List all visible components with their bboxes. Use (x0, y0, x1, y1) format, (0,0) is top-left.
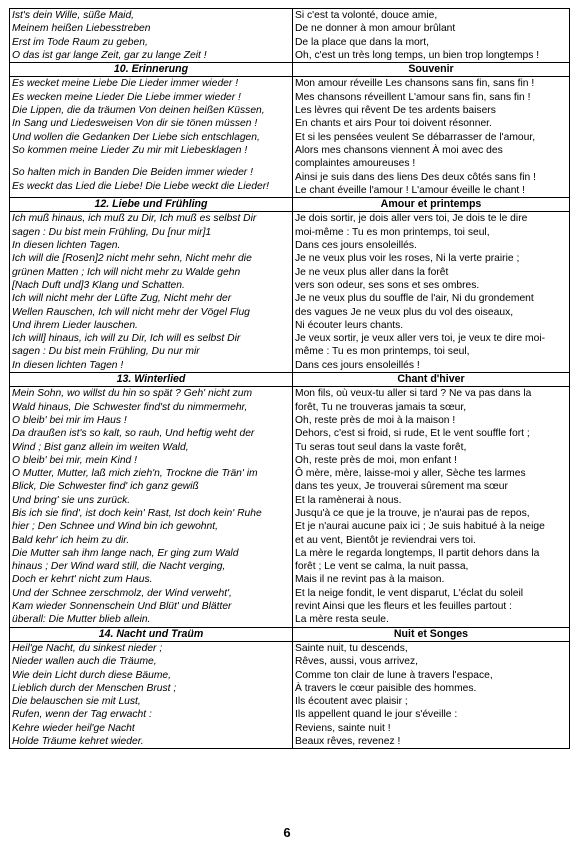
german-line: Bald kehr' ich heim zu dir. (12, 534, 130, 546)
french-line: Les lèvres qui rêvent De tes ardents baisers (295, 105, 496, 117)
german-line: Und der Schnee zerschmolz, der Wind verweht', (12, 587, 232, 599)
translation-table (9, 8, 570, 749)
german-line: Wellen Rauschen, Ich will nicht mehr der Vögel Flug (12, 306, 250, 318)
french-line: Mes chansons réveillent L'amour sans fin, sans fin ! (295, 91, 531, 103)
song-heading-row (10, 373, 570, 387)
french-line: revint Ainsi que les fleurs et les feuilles partout : (295, 601, 512, 613)
german-line: So halten mich in Banden Die Beiden immer wieder ! (12, 167, 253, 179)
french-line: vers son odeur, ses sons et ses ombres. (295, 279, 480, 291)
french-line: Et je n'aurai aucune paix ici ; Je suis habitué à la neige (295, 521, 545, 533)
german-line: Und wollen die Gedanken Der Liebe sich entschlagen, (12, 131, 260, 143)
german-line: überall: Die Mutter blieb allein. (12, 614, 151, 626)
german-line: Die Lippen, die da träumen Von deinen heißen Küssen, (12, 105, 265, 117)
song-title-german: 10. Erinnerung (10, 63, 293, 77)
french-line: De la place que dans la mort, (295, 36, 429, 48)
french-line: Ô mère, mère, laisse-moi y aller, Sèche tes larmes (295, 468, 526, 480)
song-title-french: Amour et printemps (293, 198, 570, 212)
french-line: Et la ramènerai à nous. (295, 494, 402, 506)
german-line: Wind ; Bist ganz allein im weiten Wald, (12, 441, 189, 453)
french-line: Le chant éveille l'amour ! L'amour éveille le chant ! (295, 184, 526, 196)
french-line: Dehors, c'est si froid, si rude, Et le vent souffle fort ; (295, 428, 530, 440)
lyrics-page (9, 8, 569, 749)
french-line: Je ne veux plus aller dans la forêt (295, 266, 449, 278)
french-line: Oh, reste près de moi, mon enfant ! (295, 454, 457, 466)
german-lyrics (10, 9, 293, 63)
french-line: Jusqu'à ce que je la trouve, je n'aurai pas de repos, (295, 507, 530, 519)
song-title-french: Chant d'hiver (293, 373, 570, 387)
german-line: Doch er kehrt' nicht zum Haus. (12, 574, 153, 586)
german-line: Lieblich durch der Menschen Brust ; (12, 682, 177, 694)
french-translation (293, 387, 570, 627)
french-line: Mais il ne revint pas à la maison. (295, 574, 445, 586)
french-line: Je veux sortir, je veux aller vers toi, je veux te dire moi- (295, 333, 546, 345)
french-line: La mère le regarda longtemps, Il partit dehors dans la (295, 547, 540, 559)
german-line: sagen : Du bist mein Frühling, Du [nur mir]1 (12, 226, 212, 238)
german-line: O bleib' bei mir im Haus ! (12, 414, 127, 426)
french-line: Oh, reste près de moi à la maison ! (295, 414, 456, 426)
french-line: Dans ces jours ensoleillés. (295, 240, 417, 252)
french-line: Sainte nuit, tu descends, (295, 642, 408, 654)
french-line: Tu seras tout seul dans la vaste forêt, (295, 441, 467, 453)
german-line: Die Mutter sah ihm lange nach, Er ging zum Wald (12, 547, 239, 559)
french-line: Je ne veux plus du souffle de l'air, Ni du grondement (295, 293, 534, 305)
german-line: Ist's dein Wille, süße Maid, (12, 10, 135, 21)
french-line: complaintes amoureuses ! (295, 158, 416, 170)
french-line: dans tes yeux, Je trouverai sûrement ma sœur (295, 481, 508, 493)
french-line: Et la neige fondit, le vent disparut, L'éclat du soleil (295, 587, 524, 599)
german-line: Es wecket meine Liebe Die Lieder immer wieder ! (12, 78, 239, 90)
page-number: 6 (283, 825, 291, 840)
french-line: forêt ; Le vent se calma, la nuit passa, (295, 561, 469, 573)
french-line: Mon fils, où veux-tu aller si tard ? Ne va pas dans la (295, 388, 532, 400)
german-line: hinaus ; Der Wind ward still, die Nacht verging, (12, 561, 226, 573)
french-line: Rêves, aussi, vous arrivez, (295, 656, 419, 668)
french-line: Et si les pensées veulent Se débarrasser de l'amour, (295, 131, 536, 143)
german-line: Es weckt das Lied die Liebe! Die Liebe weckt die Lieder! (12, 180, 269, 192)
french-line: Reviens, sainte nuit ! (295, 722, 391, 734)
german-line: Wie dein Licht durch diese Bäume, (12, 669, 172, 681)
french-line: Ils écoutent avec plaisir ; (295, 696, 408, 708)
french-line: Mon amour réveille Les chansons sans fin, sans fin ! (295, 78, 535, 90)
german-lyrics (10, 641, 293, 748)
german-line: Da draußen ist's so kalt, so rauh, Und heftig weht der (12, 428, 255, 440)
french-line: forêt, Tu ne trouveras jamais ta sœur, (295, 401, 467, 413)
french-line: moi-même : Tu es mon printemps, toi seul, (295, 226, 490, 238)
german-line: Ich will] hinaus, ich will zu Dir, Ich will es selbst Dir (12, 333, 241, 345)
french-line: Je ne veux plus voir les roses, Ni la verte prairie ; (295, 253, 520, 265)
french-line: Alors mes chansons viennent À moi avec des (295, 144, 503, 156)
song-text-row (10, 77, 570, 198)
german-line: Ich will nicht mehr der Lüfte Zug, Nicht mehr der (12, 293, 232, 305)
german-line: Es wecken meine Lieder Die Liebe immer wieder ! (12, 91, 241, 103)
german-line: sagen : Du bist mein Frühling, Du nur mir (12, 346, 200, 358)
french-line: Dans ces jours ensoleillés ! (295, 359, 420, 371)
french-line: À travers le cœur paisible des hommes. (295, 682, 477, 694)
french-line: des vagues Je ne veux plus du vol des oiseaux, (295, 306, 514, 318)
french-line: En chants et airs Pour toi doivent résonner. (295, 118, 492, 130)
german-line (12, 157, 290, 166)
german-line: Rufen, wenn der Tag erwacht : (12, 709, 152, 721)
french-translation (293, 641, 570, 748)
german-line: In diesen lichten Tagen. (12, 240, 121, 252)
german-line: Ich will die [Rosen]2 nicht mehr sehn, Nicht mehr die (12, 253, 252, 265)
german-lyrics (10, 387, 293, 627)
german-line: O Mutter, Mutter, laß mich zieh'n, Trockne die Trän' im (12, 468, 258, 480)
german-line: In diesen lichten Tagen ! (12, 359, 124, 371)
german-line: Ich muß hinaus, ich muß zu Dir, Ich muß es selbst Dir (12, 213, 257, 225)
german-line: Blick, Die Schwester find' ich ganz gewiß (12, 481, 199, 493)
french-translation (293, 9, 570, 63)
french-line: Ils appellent quand le jour s'éveille : (295, 709, 458, 721)
french-line: De ne donner à mon amour brûlant (295, 23, 456, 35)
french-translation (293, 77, 570, 198)
german-line: Und ihrem Lieder lauschen. (12, 319, 138, 331)
german-line: Heil'ge Nacht, du sinkest nieder ; (12, 642, 163, 654)
german-line: Wald hinaus, Die Schwester find'st du nimmermehr, (12, 401, 248, 413)
german-line: hier ; Den Schnee und Wind bin ich gewohnt, (12, 521, 218, 533)
song-text-row (10, 9, 570, 63)
german-line: Erst im Tode Raum zu geben, (12, 36, 148, 48)
german-line: [Nach Duft und]3 Klang und Schatten. (12, 279, 185, 291)
french-line: Ni écouter leurs chants. (295, 319, 404, 331)
german-line: Bis ich sie find', ist doch kein' Rast, Ist doch kein' Ruhe (12, 507, 262, 519)
song-text-row (10, 212, 570, 373)
german-line: Holde Träume kehret wieder. (12, 736, 144, 748)
song-text-row (10, 387, 570, 627)
german-line: Meinem heißen Liebesstreben (12, 23, 151, 35)
song-title-german: 14. Nacht und Traüm (10, 627, 293, 641)
french-line: Comme ton clair de lune à travers l'espace, (295, 669, 493, 681)
german-line: Nieder wallen auch die Träume, (12, 656, 157, 668)
german-line: So kommen meine Lieder Zu mir mit Liebesklagen ! (12, 144, 248, 156)
german-line: Die belauschen sie mit Lust, (12, 696, 141, 708)
german-line: Und bring' sie uns zurück. (12, 494, 131, 506)
french-line: La mère resta seule. (295, 614, 389, 626)
french-line: Ainsi je suis dans des liens Des deux côtés sans fin ! (295, 171, 536, 183)
song-title-french: Nuit et Songes (293, 627, 570, 641)
song-heading-row (10, 198, 570, 212)
french-line: et au vent, Bientôt je reviendrai vers toi. (295, 534, 476, 546)
french-line: Beaux rêves, revenez ! (295, 736, 401, 748)
german-line: O das ist gar lange Zeit, gar zu lange Zeit ! (12, 49, 207, 61)
song-title-german: 12. Liebe und Frühling (10, 198, 293, 212)
song-heading-row (10, 627, 570, 641)
german-line: grünen Matten ; Ich will nicht mehr zu Walde gehn (12, 266, 241, 278)
song-heading-row (10, 63, 570, 77)
german-lyrics (10, 212, 293, 373)
german-line: O bleib' bei mir, mein Kind ! (12, 454, 138, 466)
german-lyrics (10, 77, 293, 198)
german-line: Kehre wieder heil'ge Nacht (12, 722, 135, 734)
german-line: In Sang und Liedesweisen Von dir sie tönen müssen ! (12, 118, 258, 130)
song-title-french: Souvenir (293, 63, 570, 77)
french-translation (293, 212, 570, 373)
french-line: Si c'est ta volonté, douce amie, (295, 10, 438, 21)
french-line: même : Tu es mon printemps, toi seul, (295, 346, 470, 358)
song-title-german: 13. Winterlied (10, 373, 293, 387)
song-text-row (10, 641, 570, 748)
french-line: Je dois sortir, je dois aller vers toi, Je dois te le dire (295, 213, 528, 225)
french-line: Oh, c'est un très long temps, un bien trop longtemps ! (295, 49, 540, 61)
german-line: Kam wieder Sonnenschein Und Blüt' und Blätter (12, 601, 232, 613)
german-line: Mein Sohn, wo willst du hin so spät ? Geh' nicht zum (12, 388, 253, 400)
